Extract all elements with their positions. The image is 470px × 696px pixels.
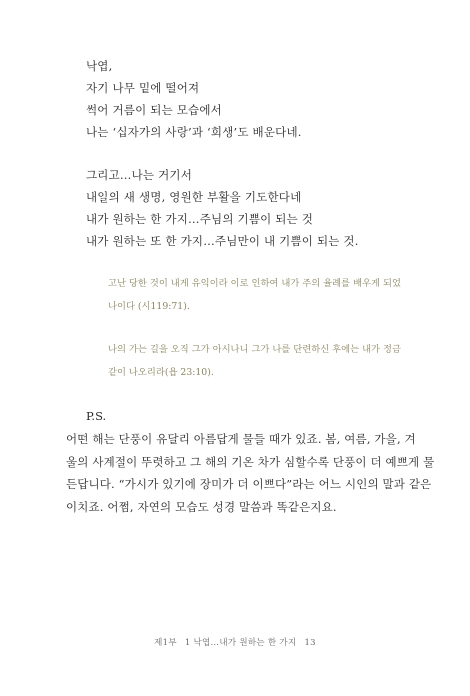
footer-part: 제1부 [154, 638, 177, 648]
paragraph-line: 울의 사계절이 뚜렷하고 그 해의 기온 차가 심할수록 단풍이 더 예쁘게 물 [66, 454, 435, 469]
paragraph-line: 어떤 해는 단풍이 유달리 아름답게 물들 때가 있죠. 봄, 여름, 가을, 겨 [66, 432, 416, 446]
scripture-line: 나이다 (시119:71). [108, 301, 190, 312]
poem-line: 낙엽, [86, 59, 113, 73]
paragraph-line: 든답니다. “가시가 있기에 장미가 더 이쁘다”라는 어느 시인의 말과 같은 [66, 477, 432, 491]
scripture-line: 같이 나오리라(욥 23:10). [108, 367, 214, 378]
page-footer [0, 636, 470, 648]
page-number: 13 [304, 638, 316, 648]
poem-line: 썩어 거름이 되는 모습에서 [86, 103, 222, 117]
poem-line: 자기 나무 밑에 떨어져 [86, 81, 200, 95]
paragraph-line: 이치죠. 어쩜, 자연의 모습도 성경 말씀과 똑같은지요. [66, 499, 337, 514]
ps-label: P.S. [86, 409, 107, 423]
scripture-quote [108, 338, 438, 384]
poem-line: 그리고…나는 거기서 [86, 168, 193, 182]
poem-block [86, 55, 446, 252]
stanza-break [86, 143, 446, 164]
footer-chapter: 1 낙엽…내가 원하는 한 가지 [184, 638, 297, 648]
poem-line: 내일의 새 생명, 영원한 부활을 기도한다네 [86, 190, 302, 204]
scripture-quote [108, 272, 438, 318]
poem-line: 내가 원하는 또 한 가지…주님만이 내 기쁨이 되는 것. [86, 234, 359, 248]
poem-line: 나는 ‘십자가의 사랑’과 ‘희생’도 배운다네. [86, 125, 302, 139]
poem-line: 내가 원하는 한 가지…주님의 기쁨이 되는 것 [86, 212, 314, 226]
scripture-line: 고난 당한 것이 내게 유익이라 이로 인하여 내가 주의 율례를 배우게 되었 [108, 278, 401, 289]
ps-paragraph [66, 428, 435, 518]
scripture-line: 나의 가는 길을 오직 그가 아시나니 그가 나를 단련하신 후에는 내가 정금 [108, 344, 401, 355]
